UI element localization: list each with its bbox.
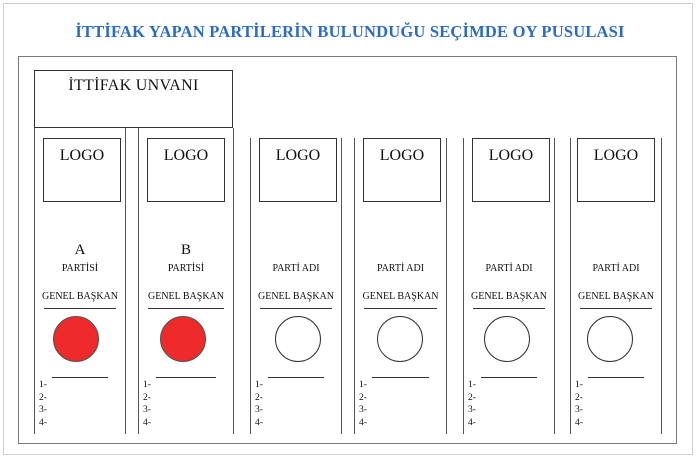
leader-label: GENEL BAŞKAN <box>362 291 439 302</box>
leader-underline <box>148 308 224 309</box>
logo-box <box>472 138 550 202</box>
candidate-list <box>143 379 151 429</box>
party-name: PARTİ ADI <box>376 263 425 274</box>
leader-underline <box>260 308 332 309</box>
candidate-item: 4- <box>255 417 263 428</box>
party-column <box>250 128 342 434</box>
candidate-item: 2- <box>255 392 263 403</box>
candidate-item: 4- <box>575 417 583 428</box>
logo-label: LOGO <box>488 147 534 164</box>
candidate-item: 3- <box>359 405 367 415</box>
logo-label: LOGO <box>59 147 105 164</box>
candidates-rule <box>156 377 216 378</box>
column-rule <box>250 138 251 434</box>
party-column <box>354 128 447 434</box>
leader-label: GENEL BAŞKAN <box>577 291 654 302</box>
candidate-item: 3- <box>255 405 263 415</box>
party-column <box>138 128 234 434</box>
leader-label: GENEL BAŞKAN <box>147 291 224 302</box>
column-rule <box>125 128 126 434</box>
candidates-rule <box>481 377 537 378</box>
candidate-item: 4- <box>143 417 151 428</box>
vote-circle[interactable] <box>484 316 530 362</box>
candidate-list <box>575 379 583 429</box>
column-rule <box>138 128 139 434</box>
column-rule <box>446 138 447 434</box>
page-title: İTTİFAK YAPAN PARTİLERİN BULUNDUĞU SEÇİMDE OY PUSULASI <box>75 22 625 41</box>
leader-label: GENEL BAŞKAN <box>41 291 118 302</box>
candidate-item: 3- <box>143 405 151 415</box>
candidate-item: 1- <box>143 380 151 390</box>
party-letter: A <box>74 242 86 258</box>
candidate-item: 3- <box>468 405 476 415</box>
party-name: PARTİ ADI <box>485 263 533 274</box>
logo-box <box>363 138 441 202</box>
candidate-item: 1- <box>359 380 367 390</box>
logo-box <box>577 138 655 202</box>
logo-label: LOGO <box>593 147 639 164</box>
leader-underline <box>364 308 437 309</box>
column-rule <box>554 138 555 434</box>
leader-underline <box>580 308 652 309</box>
column-rule <box>570 138 571 434</box>
party-letter: B <box>180 242 191 258</box>
candidates-rule <box>52 377 108 378</box>
party-name: PARTİSİ <box>61 263 99 274</box>
candidate-list <box>468 379 476 429</box>
party-column <box>570 128 662 434</box>
vote-circle[interactable] <box>275 316 321 362</box>
column-rule <box>463 138 464 434</box>
party-column <box>463 128 555 434</box>
candidates-rule <box>588 377 644 378</box>
vote-circle[interactable] <box>587 316 633 362</box>
candidate-item: 2- <box>359 392 367 403</box>
leader-label: GENEL BAŞKAN <box>257 291 334 302</box>
candidates-rule <box>372 377 429 378</box>
party-name: PARTİ ADI <box>272 263 320 274</box>
leader-label: GENEL BAŞKAN <box>470 291 547 302</box>
candidate-item: 2- <box>468 392 476 403</box>
vote-circle[interactable] <box>53 316 99 362</box>
alliance-title: İTTİFAK UNVANI <box>68 77 199 94</box>
candidate-item: 3- <box>575 405 583 415</box>
logo-box <box>147 138 225 202</box>
column-rule <box>341 138 342 434</box>
vote-circle[interactable] <box>377 316 423 362</box>
candidate-list <box>255 379 263 429</box>
logo-label: LOGO <box>379 147 425 164</box>
logo-label: LOGO <box>163 147 209 164</box>
candidate-item: 2- <box>575 392 583 403</box>
candidates-rule <box>268 377 324 378</box>
column-rule <box>34 128 35 434</box>
candidate-list <box>39 379 47 429</box>
leader-underline <box>473 308 545 309</box>
logo-box <box>43 138 121 202</box>
vote-circle[interactable] <box>160 316 206 362</box>
candidate-item: 1- <box>468 380 476 390</box>
candidate-item: 1- <box>255 380 263 390</box>
candidate-item: 3- <box>39 405 47 415</box>
party-name: PARTİSİ <box>167 263 205 274</box>
candidate-item: 2- <box>39 392 47 403</box>
alliance-title-box <box>34 70 233 128</box>
column-rule <box>233 128 234 434</box>
column-rule <box>661 138 662 434</box>
candidate-list <box>359 379 367 429</box>
candidate-item: 1- <box>39 380 47 390</box>
column-rule <box>354 138 355 434</box>
candidate-item: 4- <box>468 417 476 428</box>
party-name: PARTİ ADI <box>592 263 640 274</box>
party-column <box>34 128 126 434</box>
leader-underline <box>44 308 116 309</box>
candidate-item: 1- <box>575 380 583 390</box>
candidate-item: 4- <box>359 417 367 428</box>
logo-label: LOGO <box>275 147 321 164</box>
candidate-item: 2- <box>143 392 151 403</box>
candidate-item: 4- <box>39 417 47 428</box>
logo-box <box>259 138 337 202</box>
